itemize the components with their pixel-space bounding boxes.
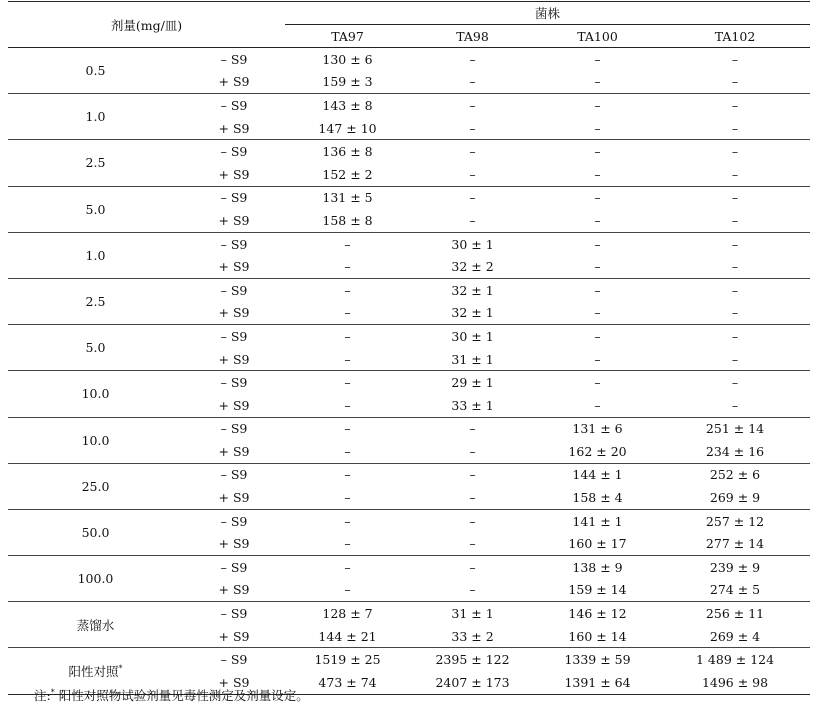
value-cell: – — [344, 375, 351, 391]
value-cell: – — [410, 532, 535, 555]
s9-condition: – S9 — [220, 328, 248, 344]
value-cell: – — [285, 302, 410, 325]
value-cell: – — [344, 421, 351, 437]
strain-col-ta98: TA98 — [410, 25, 535, 48]
dose-cell — [8, 417, 183, 463]
value-cell: – — [731, 236, 739, 252]
s9-condition: – S9 — [220, 375, 248, 391]
value-cell: 256 ± 11 — [705, 606, 765, 622]
value-cell: 138 ± 9 — [572, 559, 623, 575]
value-cell: – — [410, 71, 535, 94]
value-cell: – — [594, 328, 601, 344]
table-row — [8, 232, 810, 255]
dose-cell — [8, 94, 183, 140]
dose-cell — [8, 325, 183, 371]
dose-value: 25.0 — [81, 478, 110, 494]
dose-value: 蒸馏水 — [76, 617, 115, 633]
value-cell: – — [731, 51, 739, 67]
value-cell: 1 489 ± 124 — [695, 652, 775, 668]
value-cell: – — [469, 144, 476, 160]
s9-condition: – S9 — [220, 282, 248, 298]
table-header — [8, 2, 810, 48]
value-cell: – — [731, 190, 739, 206]
s9-condition: – S9 — [220, 51, 248, 67]
value-cell: – — [344, 467, 351, 483]
value-cell: – — [594, 51, 601, 67]
value-cell: 33 ± 1 — [410, 394, 535, 417]
dose-cell — [8, 48, 183, 94]
value-cell: 159 ± 14 — [535, 579, 660, 602]
value-cell: – — [535, 209, 660, 232]
value-cell: 159 ± 3 — [285, 71, 410, 94]
value-cell: 1339 ± 59 — [564, 652, 631, 668]
results-table — [8, 1, 810, 695]
s9-condition: + S9 — [183, 71, 285, 94]
dose-value: 5.0 — [85, 201, 106, 217]
table-row — [8, 648, 810, 671]
s9-condition: – S9 — [220, 467, 248, 483]
s9-condition: + S9 — [183, 486, 285, 509]
table-row — [8, 325, 810, 348]
dose-value: 50.0 — [81, 524, 110, 540]
value-cell: – — [285, 440, 410, 463]
value-cell: – — [535, 302, 660, 325]
value-cell: – — [535, 117, 660, 140]
value-cell: 30 ± 1 — [451, 328, 494, 344]
value-cell: 239 ± 9 — [709, 559, 761, 575]
s9-condition: + S9 — [183, 579, 285, 602]
dose-value: 10.0 — [81, 432, 110, 448]
value-cell: 274 ± 5 — [660, 579, 810, 602]
dose-value: 1.0 — [85, 247, 106, 263]
value-cell: – — [731, 144, 739, 160]
dose-value: 100.0 — [77, 571, 114, 587]
dose-value: 2.5 — [85, 155, 106, 171]
value-cell: 473 ± 74 — [285, 671, 410, 694]
value-cell: – — [535, 163, 660, 186]
value-cell: – — [285, 394, 410, 417]
value-cell: – — [660, 209, 810, 232]
dose-value: 5.0 — [85, 340, 106, 356]
value-cell: 128 ± 7 — [322, 606, 373, 622]
value-cell: – — [535, 394, 660, 417]
value-cell: – — [660, 394, 810, 417]
value-cell: 31 ± 1 — [451, 606, 494, 622]
value-cell: 2407 ± 173 — [410, 671, 535, 694]
value-cell: – — [410, 486, 535, 509]
dose-cell — [8, 509, 183, 555]
value-cell: 277 ± 14 — [660, 532, 810, 555]
value-cell: – — [469, 513, 476, 529]
strain-col-ta97: TA97 — [285, 25, 410, 48]
value-cell: 32 ± 1 — [410, 302, 535, 325]
value-cell: 160 ± 17 — [535, 532, 660, 555]
table-row — [8, 278, 810, 301]
table-row — [8, 417, 810, 440]
dose-cell — [8, 232, 183, 278]
value-cell: – — [594, 282, 601, 298]
value-cell: 269 ± 9 — [660, 486, 810, 509]
value-cell: 30 ± 1 — [451, 236, 494, 252]
value-cell: – — [410, 209, 535, 232]
value-cell: 131 ± 6 — [572, 421, 623, 437]
strain-col-ta102: TA102 — [660, 25, 810, 48]
dose-value: 2.5 — [85, 294, 106, 310]
s9-condition: – S9 — [220, 421, 248, 437]
s9-condition: + S9 — [183, 163, 285, 186]
value-cell: – — [535, 348, 660, 371]
s9-condition: – S9 — [220, 652, 248, 668]
s9-condition: + S9 — [183, 302, 285, 325]
value-cell: – — [469, 97, 476, 113]
value-cell: 158 ± 4 — [535, 486, 660, 509]
s9-condition: – S9 — [220, 559, 248, 575]
s9-condition: – S9 — [220, 97, 248, 113]
value-cell: 31 ± 1 — [410, 348, 535, 371]
s9-condition: – S9 — [220, 190, 248, 206]
s9-condition: + S9 — [183, 209, 285, 232]
value-cell: – — [731, 328, 739, 344]
s9-condition: + S9 — [183, 440, 285, 463]
value-cell: – — [344, 328, 351, 344]
value-cell: 136 ± 8 — [322, 144, 373, 160]
value-cell: – — [660, 163, 810, 186]
s9-condition: + S9 — [183, 394, 285, 417]
s9-condition: + S9 — [183, 348, 285, 371]
s9-condition: – S9 — [220, 144, 248, 160]
value-cell: 147 ± 10 — [285, 117, 410, 140]
table-footnote — [34, 686, 309, 704]
dose-cell — [8, 602, 183, 648]
value-cell: – — [535, 71, 660, 94]
value-cell: – — [344, 282, 351, 298]
value-cell: – — [469, 421, 476, 437]
value-cell: – — [594, 144, 601, 160]
table-row — [8, 94, 810, 117]
value-cell: 33 ± 2 — [410, 625, 535, 648]
value-cell: – — [410, 117, 535, 140]
value-cell: 146 ± 12 — [568, 606, 627, 622]
value-cell: – — [731, 97, 739, 113]
table-row — [8, 602, 810, 625]
table-row — [8, 48, 810, 71]
value-cell: 162 ± 20 — [535, 440, 660, 463]
value-cell: – — [660, 255, 810, 278]
s9-condition: + S9 — [183, 117, 285, 140]
table-body — [8, 48, 810, 695]
footnote-text: 阳性对照物试验剂量见毒性测定及剂量设定。 — [58, 688, 309, 703]
dose-value: 10.0 — [81, 386, 110, 402]
footnote-mark: * — [50, 687, 55, 697]
value-cell: 252 ± 6 — [709, 467, 761, 483]
value-cell: 32 ± 2 — [410, 255, 535, 278]
value-cell: 2395 ± 122 — [435, 652, 510, 668]
value-cell: – — [469, 190, 476, 206]
value-cell: – — [660, 71, 810, 94]
value-cell: 144 ± 1 — [572, 467, 623, 483]
table-row — [8, 463, 810, 486]
value-cell: 1391 ± 64 — [535, 671, 660, 694]
dose-cell — [8, 463, 183, 509]
value-cell: 152 ± 2 — [285, 163, 410, 186]
value-cell: 234 ± 16 — [660, 440, 810, 463]
value-cell: 141 ± 1 — [572, 513, 623, 529]
strain-col-ta100: TA100 — [535, 25, 660, 48]
table-row — [8, 556, 810, 579]
value-cell: – — [535, 255, 660, 278]
table-row — [8, 140, 810, 163]
value-cell: – — [660, 117, 810, 140]
value-cell: 251 ± 14 — [705, 421, 765, 437]
dose-cell — [8, 371, 183, 417]
value-cell: – — [344, 236, 351, 252]
dose-cell — [8, 140, 183, 186]
value-cell: 257 ± 12 — [705, 513, 765, 529]
value-cell: – — [285, 532, 410, 555]
value-cell: 29 ± 1 — [451, 375, 494, 391]
s9-condition: – S9 — [220, 236, 248, 252]
value-cell: 130 ± 6 — [322, 51, 373, 67]
value-cell: – — [410, 440, 535, 463]
value-cell: – — [660, 302, 810, 325]
s9-condition: + S9 — [183, 671, 285, 694]
value-cell: – — [285, 579, 410, 602]
s9-condition: + S9 — [183, 625, 285, 648]
value-cell: 143 ± 8 — [322, 97, 373, 113]
value-cell: 1519 ± 25 — [314, 652, 381, 668]
value-cell: – — [594, 97, 601, 113]
strain-header: 菌株 — [285, 2, 810, 25]
s9-condition: + S9 — [183, 532, 285, 555]
table-row — [8, 186, 810, 209]
dose-footnote-mark: * — [118, 663, 123, 673]
dose-header: 剂量(mg/皿) — [8, 2, 285, 48]
value-cell: 32 ± 1 — [451, 282, 494, 298]
value-cell: 144 ± 21 — [285, 625, 410, 648]
value-cell: – — [344, 559, 351, 575]
value-cell: – — [285, 486, 410, 509]
dose-cell — [8, 186, 183, 232]
dose-value: 阳性对照 — [68, 664, 119, 680]
value-cell: – — [594, 190, 601, 206]
s9-condition: – S9 — [220, 606, 248, 622]
value-cell: 160 ± 14 — [535, 625, 660, 648]
value-cell: – — [285, 255, 410, 278]
dose-value: 1.0 — [85, 109, 106, 125]
dose-value: 0.5 — [85, 63, 106, 79]
value-cell: – — [344, 513, 351, 529]
value-cell: – — [660, 348, 810, 371]
table-row — [8, 509, 810, 532]
s9-condition: + S9 — [183, 255, 285, 278]
dose-cell — [8, 278, 183, 324]
s9-condition: – S9 — [220, 513, 248, 529]
value-cell: – — [469, 51, 476, 67]
table-row — [8, 371, 810, 394]
value-cell: 158 ± 8 — [285, 209, 410, 232]
value-cell: 269 ± 4 — [660, 625, 810, 648]
value-cell: 131 ± 5 — [322, 190, 373, 206]
footnote-prefix: 注: — [34, 688, 51, 703]
value-cell: – — [594, 236, 601, 252]
dose-cell — [8, 556, 183, 602]
value-cell: – — [594, 375, 601, 391]
value-cell: – — [469, 559, 476, 575]
value-cell: – — [410, 579, 535, 602]
value-cell: 1496 ± 98 — [660, 671, 810, 694]
value-cell: – — [285, 348, 410, 371]
value-cell: – — [469, 467, 476, 483]
value-cell: – — [731, 282, 739, 298]
value-cell: – — [410, 163, 535, 186]
value-cell: – — [731, 375, 739, 391]
